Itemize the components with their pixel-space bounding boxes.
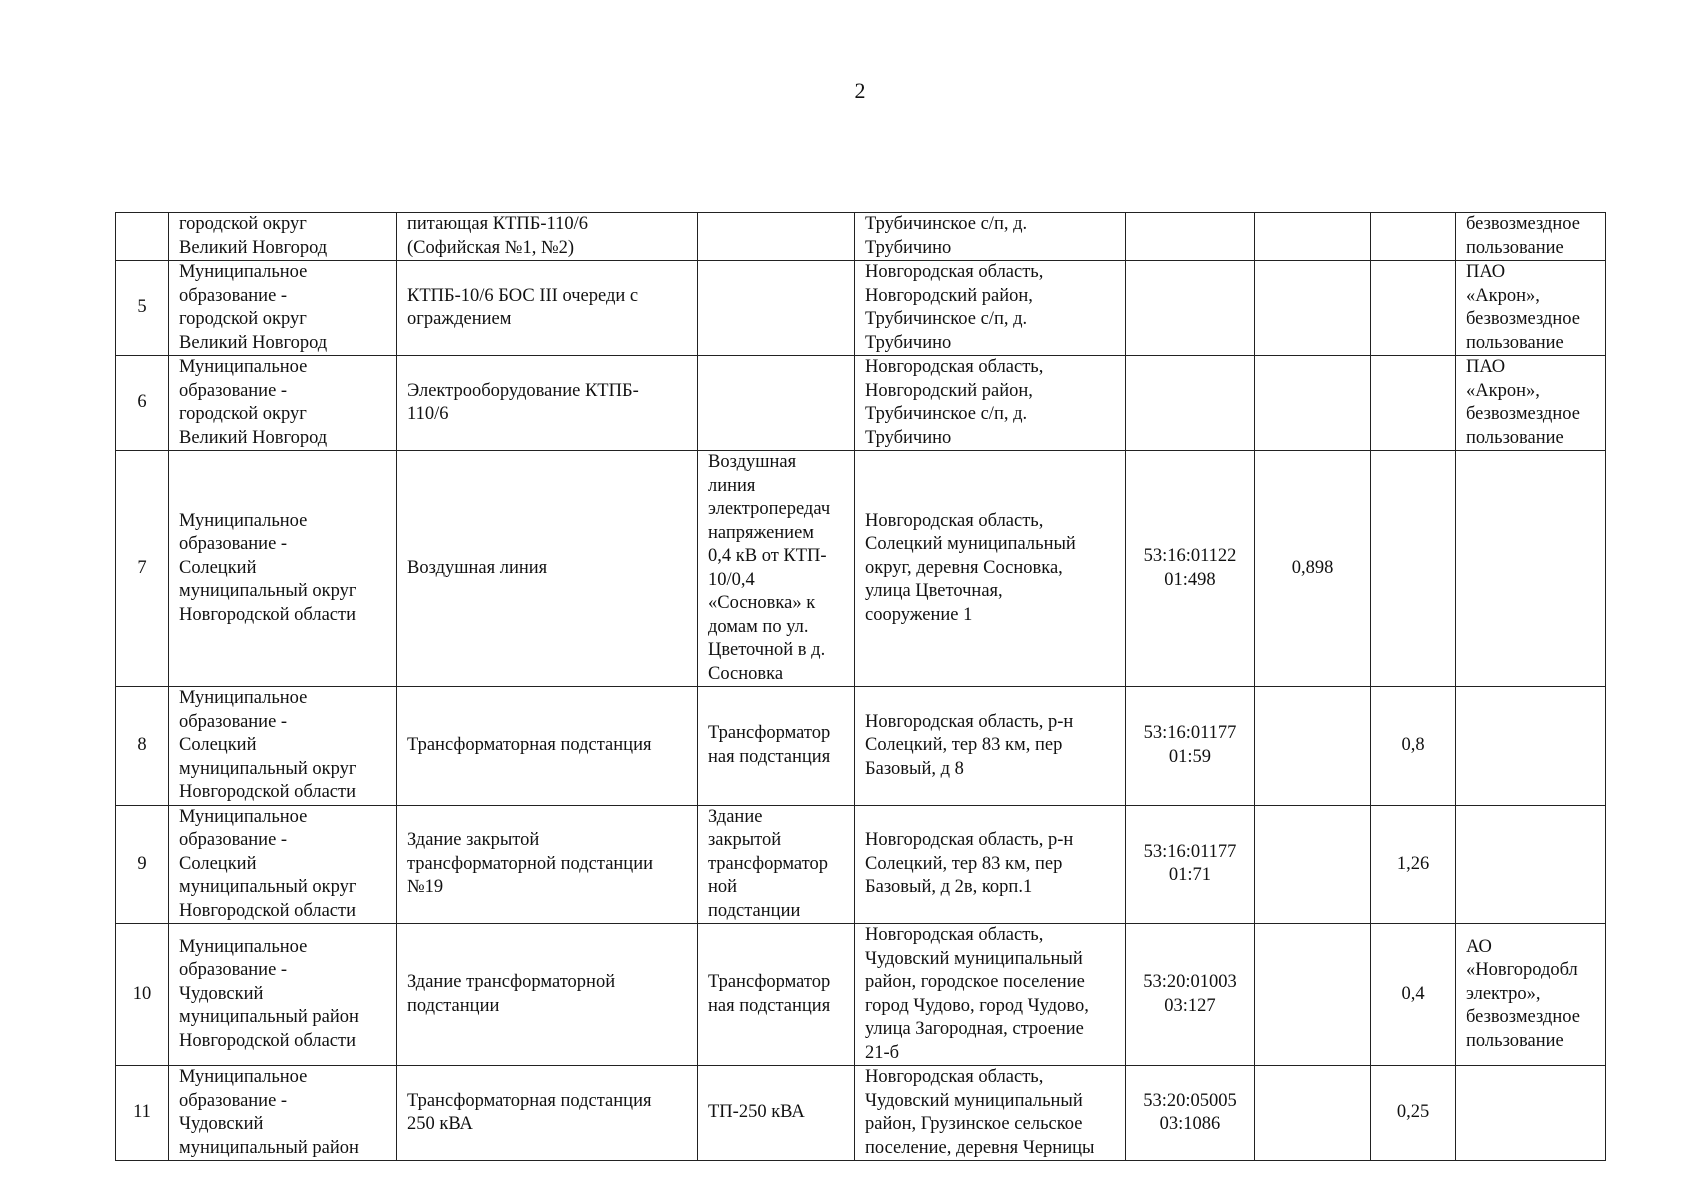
cell-purpose	[698, 687, 855, 806]
cell-text-line: Солецкий	[179, 557, 257, 578]
cell-text-line: Солецкий	[179, 735, 257, 755]
cell-text-line: Солецкий, тер 83 км, пер	[865, 853, 1063, 874]
cell-purpose	[698, 805, 855, 924]
cell-text-line: Новгородский район,	[865, 285, 1033, 306]
cell-purpose	[698, 261, 855, 356]
cell-value-a	[1255, 1066, 1371, 1161]
cell-text-line: закрытой	[708, 830, 782, 850]
cell-text-line: городской округ	[179, 214, 307, 234]
cell-text-line: Трубичино	[865, 427, 952, 448]
cell-number: 7	[116, 451, 169, 687]
cell-text-line: ПАО	[1466, 357, 1506, 377]
cell-text-line: 01:59	[1168, 746, 1212, 767]
cell-text-line: образование -	[179, 830, 288, 850]
cell-text-line: Чудовский	[179, 1114, 264, 1134]
cell-text-line: трансформатор	[708, 853, 828, 874]
cell-text-line: Здание	[708, 806, 763, 827]
cell-text-line: Базовый, д 8	[865, 758, 964, 779]
cell-purpose	[698, 1066, 855, 1161]
cell-text-line: Здание закрытой	[407, 830, 540, 850]
cell-text-line: Новгородская область,	[865, 1067, 1044, 1087]
cell-purpose	[698, 451, 855, 687]
cell-text-line: «Акрон»,	[1466, 285, 1540, 306]
cell-object-name	[397, 451, 698, 687]
cell-purpose	[698, 213, 855, 261]
cell-text-line: (Софийская №1, №2)	[407, 237, 575, 258]
cell-text-line: Электрооборудование КТПБ-	[407, 380, 639, 401]
cell-value-a	[1255, 687, 1371, 806]
cell-text-line: образование -	[179, 1090, 288, 1111]
cell-text-line: Трансформаторная подстанция	[407, 1090, 652, 1111]
cell-text-line: Муниципальное	[179, 262, 308, 282]
cell-text-line: Великий Новгород	[179, 332, 328, 353]
cell-number: 8	[116, 687, 169, 806]
cell-address	[855, 924, 1126, 1066]
cell-text-line: ТП-250 кВА	[708, 1102, 805, 1123]
cell-text-line: Новгородская область,	[865, 262, 1044, 282]
cell-text-line: муниципальный округ	[179, 581, 357, 602]
cell-cadastral-number	[1126, 924, 1255, 1066]
cell-text-line: городской округ	[179, 404, 307, 424]
cell-text-line: пользование	[1466, 427, 1564, 448]
cell-text-line: №19	[407, 877, 444, 897]
cell-text-line: ная подстанция	[708, 746, 831, 767]
page-number: 2	[854, 78, 866, 103]
cell-text-line: безвозмездное	[1466, 1007, 1580, 1028]
cell-owner	[169, 213, 397, 261]
cell-text-line: 250 кВА	[407, 1114, 473, 1134]
cell-cadastral-number	[1126, 356, 1255, 451]
cell-text-line: подстанции	[708, 900, 801, 921]
cell-text-line: Солецкий муниципальный	[865, 534, 1076, 555]
cell-text-line: трансформаторной подстанции	[407, 853, 654, 874]
cell-number: 9	[116, 805, 169, 924]
cell-text-line: район, Грузинское сельское	[865, 1114, 1083, 1134]
cell-text-line: Муниципальное	[179, 806, 308, 827]
cell-text-line: муниципальный район	[179, 1137, 359, 1158]
cell-text-line: ограждением	[407, 309, 512, 329]
cell-text-line: «Сосновка» к	[708, 593, 816, 613]
cell-text-line: ПАО	[1466, 262, 1506, 282]
cell-value-b: 1,26	[1371, 805, 1456, 924]
cell-number: 10	[116, 924, 169, 1066]
cell-text-line: Трансформаторная подстанция	[407, 735, 652, 755]
cell-owner	[169, 1066, 397, 1161]
cell-address	[855, 805, 1126, 924]
cell-text-line: 03:1086	[1159, 1114, 1221, 1134]
cell-text-line: «Акрон»,	[1466, 380, 1540, 401]
cell-value-a	[1255, 356, 1371, 451]
property-table	[115, 212, 1606, 1161]
cell-text-line: Муниципальное	[179, 1067, 308, 1087]
cell-cadastral-number	[1126, 213, 1255, 261]
table-row	[116, 687, 1606, 806]
cell-text-line: линия	[708, 475, 756, 496]
cell-text-line: домам по ул.	[708, 616, 809, 637]
cell-text-line: 53:16:01177	[1143, 723, 1237, 744]
cell-purpose	[698, 356, 855, 451]
cell-text-line: городской округ	[179, 309, 307, 329]
cell-text-line: электро»,	[1466, 983, 1541, 1004]
cell-text-line: 53:20:01003	[1143, 972, 1237, 992]
cell-text-line: Воздушная линия	[407, 557, 548, 578]
cell-object-name	[397, 213, 698, 261]
cell-cadastral-number	[1126, 261, 1255, 356]
cell-owner	[169, 687, 397, 806]
cell-text-line: Чудовский муниципальный	[865, 948, 1083, 969]
cell-value-a	[1255, 924, 1371, 1066]
cell-text-line: Трубичино	[865, 237, 952, 258]
cell-text-line: Великий Новгород	[179, 237, 328, 258]
cell-value-b: 0,4	[1371, 924, 1456, 1066]
cell-text-line: 10/0,4	[708, 569, 755, 590]
cell-text-line: «Новгородобл	[1466, 960, 1578, 981]
cell-object-name	[397, 356, 698, 451]
cell-text-line: Сосновка	[708, 663, 784, 684]
cell-text-line: район, городское поселение	[865, 972, 1085, 992]
cell-encumbrance	[1456, 687, 1606, 806]
cell-text-line: Муниципальное	[179, 936, 308, 957]
cell-text-line: улица Загородная, строение	[865, 1019, 1084, 1039]
cell-object-name	[397, 687, 698, 806]
cell-text-line: Новгородской области	[179, 1030, 356, 1051]
cell-text-line: Чудовский	[179, 983, 264, 1004]
cell-text-line: Новгородская область, р-н	[865, 830, 1074, 850]
cell-encumbrance	[1456, 261, 1606, 356]
cell-value-b	[1371, 451, 1456, 687]
cell-address	[855, 1066, 1126, 1161]
cell-object-name	[397, 1066, 698, 1161]
cell-encumbrance	[1456, 1066, 1606, 1161]
cell-text-line: образование -	[179, 285, 288, 306]
cell-text-line: образование -	[179, 534, 288, 555]
cell-text-line: город Чудово, город Чудово,	[865, 995, 1089, 1016]
cell-owner	[169, 356, 397, 451]
cell-text-line: Новгородской области	[179, 900, 356, 921]
cell-text-line: Трубичинское с/п, д.	[865, 309, 1028, 329]
cell-value-b: 0,8	[1371, 687, 1456, 806]
cell-cadastral-number	[1126, 687, 1255, 806]
cell-text-line: 110/6	[407, 404, 449, 424]
cell-text-line: ной	[708, 877, 738, 897]
cell-owner	[169, 805, 397, 924]
cell-text-line: Муниципальное	[179, 510, 308, 531]
cell-value-b	[1371, 261, 1456, 356]
cell-purpose	[698, 924, 855, 1066]
table-row	[116, 213, 1606, 261]
cell-text-line: Муниципальное	[179, 357, 308, 377]
cell-text-line: безвозмездное	[1466, 309, 1580, 329]
cell-text-line: Новгородской области	[179, 604, 356, 625]
cell-text-line: поселение, деревня Черницы	[865, 1137, 1095, 1158]
cell-encumbrance	[1456, 213, 1606, 261]
cell-number: 5	[116, 261, 169, 356]
cell-text-line: Солецкий	[179, 853, 257, 874]
cell-text-line: сооружение 1	[865, 604, 973, 625]
cell-text-line: 53:16:01122	[1143, 546, 1237, 566]
table-row	[116, 451, 1606, 687]
cell-owner	[169, 261, 397, 356]
cell-text-line: Чудовский муниципальный	[865, 1090, 1083, 1111]
cell-text-line: пользование	[1466, 1030, 1564, 1051]
cell-text-line: электропередач	[708, 499, 831, 519]
cell-text-line: питающая КТПБ-110/6	[407, 214, 588, 234]
cell-address	[855, 261, 1126, 356]
cell-text-line: Трансформатор	[708, 723, 831, 744]
cell-text-line: 53:20:05005	[1143, 1090, 1237, 1111]
table-row	[116, 924, 1606, 1066]
cell-text-line: пользование	[1466, 332, 1564, 353]
cell-text-line: Новгородская область, р-н	[865, 711, 1074, 732]
cell-text-line: Здание трансформаторной	[407, 972, 616, 992]
cell-text-line: Великий Новгород	[179, 427, 328, 448]
cell-text-line: образование -	[179, 960, 288, 981]
cell-cadastral-number	[1126, 451, 1255, 687]
cell-text-line: Трубичинское с/п, д.	[865, 214, 1028, 234]
cell-address	[855, 687, 1126, 806]
cell-value-b	[1371, 213, 1456, 261]
cell-text-line: образование -	[179, 380, 288, 401]
cell-value-a	[1255, 805, 1371, 924]
cell-address	[855, 451, 1126, 687]
cell-text-line: напряжением	[708, 522, 814, 543]
table-row	[116, 356, 1606, 451]
cell-encumbrance	[1456, 451, 1606, 687]
cell-number	[116, 213, 169, 261]
cell-number: 11	[116, 1066, 169, 1161]
cell-owner	[169, 451, 397, 687]
cell-text-line: Муниципальное	[179, 688, 308, 708]
cell-address	[855, 213, 1126, 261]
cell-text-line: безвозмездное	[1466, 214, 1580, 234]
cell-text-line: Трубичинское с/п, д.	[865, 404, 1028, 424]
cell-text-line: муниципальный район	[179, 1007, 359, 1028]
cell-text-line: подстанции	[407, 995, 500, 1016]
table-row	[116, 805, 1606, 924]
cell-encumbrance	[1456, 356, 1606, 451]
cell-value-b: 0,25	[1371, 1066, 1456, 1161]
table-row	[116, 1066, 1606, 1161]
cell-text-line: КТПБ-10/6 БОС III очереди с	[407, 285, 639, 306]
cell-text-line: 01:71	[1168, 865, 1212, 886]
cell-text-line: 0,4 кВ от КТП-	[708, 546, 827, 566]
cell-text-line: пользование	[1466, 237, 1564, 258]
cell-text-line: ная подстанция	[708, 995, 831, 1016]
cell-text-line: муниципальный округ	[179, 758, 357, 779]
cell-value-b	[1371, 356, 1456, 451]
cell-text-line: Воздушная	[708, 452, 797, 472]
cell-text-line: Новгородская область,	[865, 925, 1044, 945]
cell-cadastral-number	[1126, 1066, 1255, 1161]
cell-object-name	[397, 924, 698, 1066]
cell-value-a	[1255, 261, 1371, 356]
cell-owner	[169, 924, 397, 1066]
cell-number: 6	[116, 356, 169, 451]
cell-text-line: Новгородский район,	[865, 380, 1033, 401]
cell-encumbrance	[1456, 805, 1606, 924]
cell-text-line: Трансформатор	[708, 972, 831, 992]
cell-text-line: 01:498	[1164, 569, 1216, 590]
cell-cadastral-number	[1126, 805, 1255, 924]
cell-text-line: Новгородская область,	[865, 510, 1044, 531]
cell-text-line: 53:16:01177	[1143, 841, 1237, 862]
cell-text-line: Новгородская область,	[865, 357, 1044, 377]
cell-object-name	[397, 261, 698, 356]
cell-encumbrance	[1456, 924, 1606, 1066]
cell-text-line: АО	[1466, 936, 1492, 957]
table-row	[116, 261, 1606, 356]
cell-text-line: Цветочной в д.	[708, 640, 826, 660]
cell-text-line: Трубичино	[865, 332, 952, 353]
cell-address	[855, 356, 1126, 451]
cell-text-line: 03:127	[1164, 995, 1216, 1016]
cell-value-a: 0,898	[1255, 451, 1371, 687]
cell-text-line: улица Цветочная,	[865, 581, 1003, 602]
cell-text-line: образование -	[179, 711, 288, 732]
cell-text-line: округ, деревня Сосновка,	[865, 557, 1063, 578]
cell-text-line: 21-б	[865, 1042, 900, 1063]
cell-text-line: безвозмездное	[1466, 404, 1580, 424]
cell-text-line: Солецкий, тер 83 км, пер	[865, 735, 1063, 755]
cell-text-line: муниципальный округ	[179, 877, 357, 897]
cell-object-name	[397, 805, 698, 924]
cell-text-line: Базовый, д 2в, корп.1	[865, 877, 1033, 897]
cell-text-line: Новгородской области	[179, 782, 356, 802]
cell-value-a	[1255, 213, 1371, 261]
